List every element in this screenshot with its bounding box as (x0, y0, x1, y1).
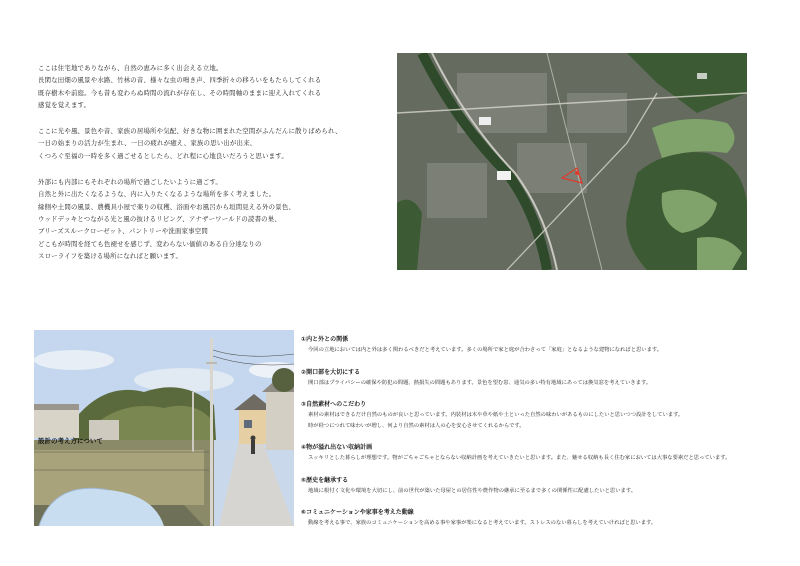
intro-line: ここは住宅地でありながら、自然の恵みに多く出会える立地。 (38, 64, 223, 72)
intro-line: 感覚を覚えます。 (38, 100, 91, 109)
intro-paragraph (38, 125, 388, 162)
concept-title: ②開口部を大切にする (301, 368, 361, 376)
concept-body: 動線を考える事で、家族のコミュニケーションを高める事や家事が楽になると考えています。ストレスのない暮らしを考えていければと思います。 (308, 520, 657, 526)
aerial-map-image (397, 53, 747, 270)
concept-item (301, 475, 771, 497)
concept-body: スッキリとした暮らしが理想です。物がごちゃごちゃとならない収納計画を考えていきたいと思います。また、魅せる収納も長く住む家においては大事な要素だと思っています。 (308, 455, 731, 461)
concept-body: 地域に根付く文化や環境を大切にし、前の世代が築いた母屋との居住性や農作物の継承に至るまで多くの関係性に配慮したいと思います。 (308, 487, 636, 494)
concept-title: ⑤歴史を継承する (301, 476, 349, 484)
intro-line: 長閑な田畑の風景や水路、竹林の音、様々な虫の鳴き声、四季折々の移ろいをもたらしてくれる (38, 76, 322, 85)
concept-item (301, 334, 771, 356)
concept-title: ③自然素材へのこだわり (301, 401, 367, 408)
concept-body: 今回の立地においては内と外は多く関わるべきだと考えています。多くの場所で家と庭が合わさって「家庭」となるような建物になればと思います。 (308, 347, 663, 353)
intro-paragraph (38, 176, 388, 262)
intro-line: 自然と外に出たくなるような、内に入りたくなるような場所を多く考えました。 (38, 190, 276, 199)
design-concepts (301, 334, 771, 540)
concept-item (301, 507, 771, 529)
intro-line: 一日の始まりの活力が生まれ、一日の疲れが癒え、家族の思い出が出来、 (38, 139, 257, 148)
intro-line: 外部にも内部にもそれぞれの場所で過ごしたいように過ごす。 (38, 178, 223, 187)
intro-line: スローライフを築ける場所になればと願います。 (38, 251, 183, 260)
aerial-map-graphic (397, 53, 747, 270)
concept-title: ⑥コミュニケーションや家事を考えた動線 (301, 509, 414, 516)
intro-line: くつろぐ至福の一時を多く過ごせるとしたら、どれ程に心地良いだろうと思います。 (38, 151, 288, 160)
concept-body: 開口部はプライバシーの確保や防犯の問題、熱損失の問題もあります。景色を望む窓、通気の多い特有地域にあっては換気窓を考えていきます。 (308, 379, 652, 386)
intro-line: どこもが時間を経ても色褪せを感じず、変わらない価値のある自分達なりの (38, 239, 262, 248)
concept-item (301, 442, 771, 464)
concept-title: ④物が溢れ出ない収納計画 (301, 444, 373, 451)
street-photo-graphic (34, 330, 294, 526)
intro-line: 既存樹木や前庭。今も昔も変わらぬ時間の流れが存在し、その時間軸のままに迎え入れてくれる (38, 88, 322, 97)
site-photo (34, 330, 294, 526)
intro-line: ここに光や風、景色や音、家族の居場所や気配、好きな物に囲まれた空間がふんだんに散りばめられ、 (38, 127, 342, 136)
concept-item (301, 367, 771, 389)
photo-caption: 設計の考え方について (38, 437, 103, 445)
intro-line: ブリーズスルークローゼット、パントリーや洗面家事空間 (38, 227, 208, 236)
intro-line: 縁側や土間の風景、農機具小屋で楽りの収穫、浴面やお風呂から垣間見える外の景色、 (38, 202, 296, 211)
concept-body: 時が経つにつれて味わいが増し、何より自然の素材は人の心を安心させてくれるからです。 (308, 422, 525, 429)
intro-paragraph (38, 62, 388, 111)
intro-line: ウッドデッキとつながる光と風の抜けるリビング、アナザーワールドの読書の巣、 (38, 214, 281, 223)
concept-item (301, 399, 771, 431)
intro-text (38, 62, 388, 276)
concept-body: 素材の素材はできるだけ自然のものが良いと思っています。内装材は木や草や紙や土といった自然の味わいがあるものにしたいと思いつつ設計をしています。 (308, 412, 684, 418)
concept-title: ①内と外との関係 (301, 336, 349, 343)
